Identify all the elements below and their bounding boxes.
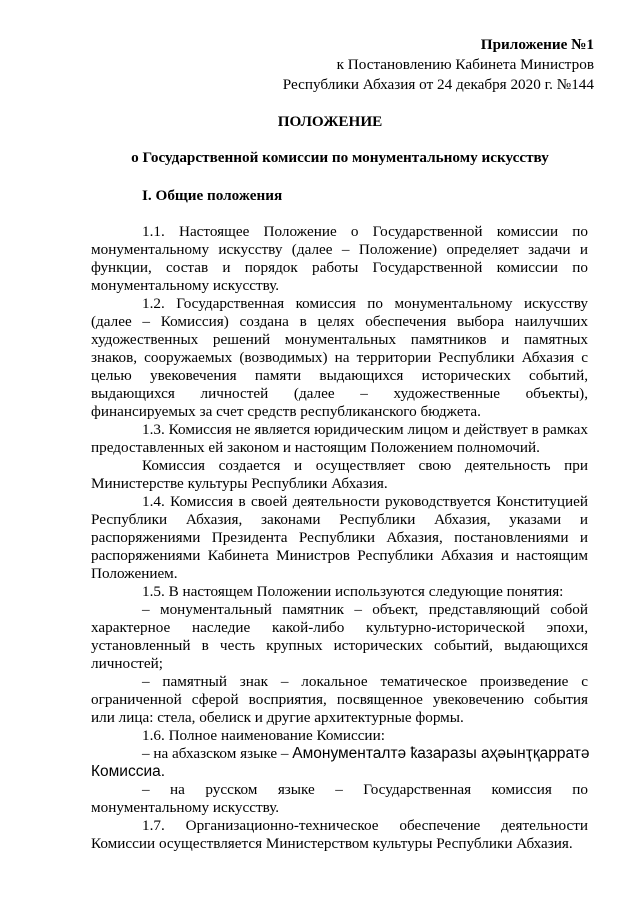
- paragraph-line: Республики Абхазия, законами Республики Абхазия, указами и: [91, 511, 588, 528]
- paragraph-line: Комиссии осуществляется Министерством культуры Республики Абхазия.: [91, 835, 573, 852]
- paragraph-line: 1.3. Комиссия не является юридическим лицом и действует в рамках: [142, 421, 588, 438]
- paragraph-line: ограниченной сферой восприятия, посвященное увековечению события: [91, 691, 588, 708]
- paragraph-line: или лица: стела, обелиск и другие архитектурные формы.: [91, 709, 464, 726]
- paragraph-line: 1.6. Полное наименование Комиссии:: [142, 727, 385, 744]
- paragraph-line: 1.1. Настоящее Положение о Государственной комиссии по: [142, 223, 588, 240]
- paragraph-line: 1.4. Комиссия в своей деятельности руководствуется Конституцией: [142, 493, 588, 510]
- paragraph-line: монументальному искусству (далее – Положение) определяет задачи и: [91, 241, 588, 258]
- abkhaz-name-text: Амонументалтә ҟазаразы аҳәынҭқарратә: [292, 745, 590, 762]
- paragraph-line: функции, состав и порядок работы Государственной комиссии по: [91, 259, 588, 276]
- paragraph-line: художественных решений монументальных памятников и памятных: [91, 331, 588, 348]
- resolution-reference: к Постановлению Кабинета Министров: [336, 56, 594, 73]
- paragraph-line: 1.2. Государственная комиссия по монументальному искусству: [142, 295, 588, 312]
- abkhaz-name-line: [142, 745, 589, 763]
- paragraph-line: финансируемых за счет средств республиканского бюджета.: [91, 403, 481, 420]
- paragraph-line: знаков, сооружаемых (возводимых) на территории Республики Абхазия с: [91, 349, 588, 366]
- paragraph-line: распоряжениями Президента Республики Абхазия, постановлениями и: [91, 529, 588, 546]
- paragraph-line: Министерстве культуры Республики Абхазия.: [91, 475, 388, 492]
- paragraph-line: – памятный знак – локальное тематическое произведение с: [142, 673, 588, 690]
- document-title: ПОЛОЖЕНИЕ: [277, 113, 383, 130]
- paragraph-line: распоряжениями Кабинета Министров Республики Абхазия и настоящим: [91, 547, 588, 564]
- paragraph-line: – монументальный памятник – объект, представляющий собой: [142, 601, 588, 618]
- resolution-date: Республики Абхазия от 24 декабря 2020 г. №144: [282, 76, 594, 93]
- paragraph-line: предоставленных ей законом и настоящим Положением полномочий.: [91, 439, 540, 456]
- paragraph-line: личностей;: [91, 655, 163, 672]
- paragraph-line: 1.7. Организационно-техническое обеспечение деятельности: [142, 817, 588, 834]
- paragraph-line: характерное наследие какой-либо культурно-исторической эпохи,: [91, 619, 588, 636]
- paragraph-line: Комиссия создается и осуществляет свою деятельность при: [142, 457, 588, 474]
- appendix-number: Приложение №1: [480, 36, 594, 53]
- document-subtitle: о Государственной комиссии по монументальному искусству: [131, 149, 549, 166]
- paragraph-line: – на русском языке – Государственная комиссия по: [142, 781, 588, 798]
- section-heading: I. Общие положения: [142, 187, 283, 204]
- paragraph-line: выдающихся личностей (далее – художественные объекты),: [91, 385, 588, 402]
- paragraph-line: установленный в честь крупных исторических событий, выдающихся: [91, 637, 588, 654]
- abkhaz-name-prefix: – на абхазском языке –: [142, 745, 293, 762]
- paragraph-line: монументальному искусству.: [91, 277, 280, 294]
- paragraph-line: целью увековечения памяти выдающихся исторических событий,: [91, 367, 588, 384]
- paragraph-line: 1.5. В настоящем Положении используются следующие понятия:: [142, 583, 564, 600]
- abkhaz-name-end: Комиссиа.: [91, 763, 166, 780]
- paragraph-line: монументальному искусству.: [91, 799, 280, 816]
- paragraph-line: Положением.: [91, 565, 178, 582]
- paragraph-line: (далее – Комиссия) создана в целях обеспечения выбора наилучших: [91, 313, 588, 330]
